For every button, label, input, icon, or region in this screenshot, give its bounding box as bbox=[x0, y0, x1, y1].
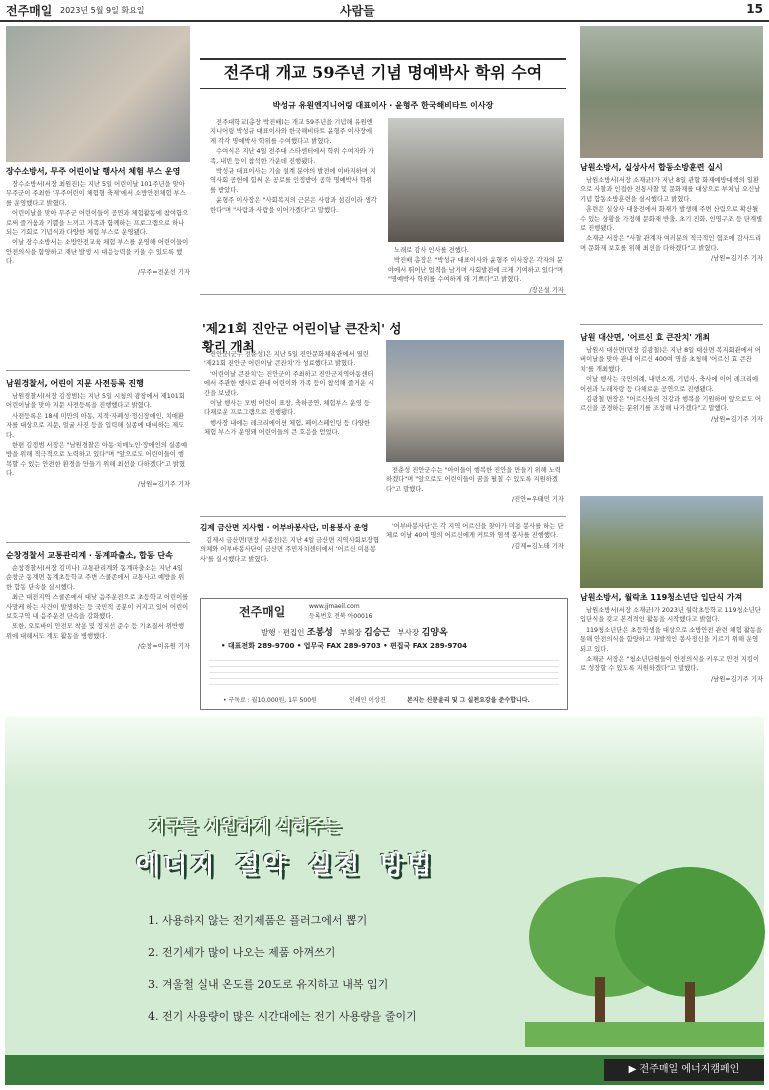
paragraph: 노래로 감사 인사를 전했다. bbox=[394, 247, 469, 254]
photo-jinan-festival bbox=[386, 340, 564, 462]
paragraph: 사전등록은 18세 미만의 아동, 지적·자폐성·정신장애인, 치매환자를 대상으로 지문, 얼굴 사진 등을 입력해 실종에 대비하는 제도다. bbox=[6, 412, 185, 439]
paragraph: '어부바봉사단'은 각 지역 어르신을 찾아가 미용 봉사를 하는 단체로 이날 40여 명의 어르신에게 커트와 염색 봉사를 진행했다. bbox=[386, 523, 564, 540]
paragraph: 남원소방서(서장 소재균)가 지난 8일 관할 화재예방대책의 일환으로 사찰과 인접한 전통사찰 및 문화재를 대상으로 부처님 오신날 기념 합동소방훈련을 실시했다고 밝혔다. bbox=[580, 177, 761, 203]
article-gimje bbox=[200, 522, 380, 592]
paragraph: 119청소년단은 초등학생을 대상으로 소방안전 관련 체험 활동을 통해 안전의식을 함양하고 자발적인 봉사정신을 기르기 위해 운영되고 있다. bbox=[580, 626, 763, 653]
paragraph: 윤형주 이사장은 "사회복지의 근본은 사랑과 섬김이라 생각한다"며 "사람과 사람을 이어가겠다"고 말했다. bbox=[210, 197, 377, 214]
photo-honorary-degree bbox=[388, 118, 564, 242]
paragraph: 한편 김정범 서장은 "남원경찰은 아동·치매노인·장애인의 실종예방을 위해 적극적으로 노력하고 있다"며 "앞으로도 어린이들이 행복할 수 있는 안전한 환경을 만들기 위해 최선을 다하겠다"고 밝혔다. bbox=[6, 442, 188, 478]
paragraph: 순창경찰서(서장 김미나) 교통관리계와 동계파출소는 지난 4일 순창군 동계면 동계초등학교 주변 스쿨존에서 교통사고 예방을 위한 합동 단속을 실시했다. bbox=[6, 565, 185, 591]
paragraph: 소재균 서장은 "청소년단원들이 안전의식을 키우고 안전 지킴이로 성장할 수 있도록 지원하겠다"고 말했다. bbox=[580, 656, 760, 673]
article-gimje-cont bbox=[386, 522, 564, 592]
paragraph: 훈련은 실상사 대웅전에서 화재가 발생해 주변 산림으로 확산될 수 있는 상황을 가정해 문화재 반출, 초기 진화, 인명구조 등 단계별로 진행됐다. bbox=[580, 206, 763, 233]
divider bbox=[6, 370, 190, 371]
byline: /장은설 기자 bbox=[529, 286, 564, 294]
paragraph: 어린이날을 맞아 무주군 어린이들이 공연과 체험활동에 참여함으로써 즐거움과 기쁨을 느끼고 가족과 함께하는 프로그램으로 하나 되는 기회로 기념식과 다양한 체험 부스로 운영됐다. bbox=[6, 210, 189, 237]
byline: /남원=김기주 기자 bbox=[711, 675, 763, 683]
photo-119-youth bbox=[580, 496, 763, 588]
headline: 전주대 개교 59주년 기념 명예박사 학위 수여 bbox=[223, 63, 543, 82]
paragraph: 장수소방서(서장 최원진)는 지난 5일 어린이날 101주년을 맞아 무주군이 주최한 '무주어린이 체험형 축제'에서 소방안전체험 부스를 운영했다고 밝혔다. bbox=[6, 181, 186, 207]
paragraph: 박진배 총장은 "박성규 대표이사와 윤형주 이사장은 각자의 분야에서 뛰어난 업적을 남기며 사회발전에 크게 기여하고 있다"며 "명예박사 학위를 수여하게 돼 기쁘다"고 밝혔다. bbox=[388, 257, 564, 284]
paragraph: 김광철 면장은 "어르신들의 건강과 행복을 기원하며 앞으로도 어르신을 공경하는 분위기를 조성해 나가겠다"고 말했다. bbox=[580, 396, 762, 413]
paragraph: 또한, 오토바이 안전모 착용 및 정지선 준수 등 기초질서 위반행위에 대해서도 계도 활동을 병행했다. bbox=[6, 623, 185, 640]
byline: /진안=우태민 기자 bbox=[512, 496, 564, 504]
masthead-staff bbox=[261, 625, 448, 638]
byline: /김제=김노태 기자 bbox=[512, 542, 564, 550]
masthead-title: 전주매일 bbox=[239, 605, 286, 619]
president-label: 부사장 bbox=[397, 628, 420, 637]
article-sunchang bbox=[6, 550, 190, 710]
paragraph: 최근 대전지역 스쿨존에서 대낮 음주운전으로 초등학교 어린이를 사망케 하는 사건이 발생하는 등 국민적 공분이 커지고 있어 어린이 보호구역 내 음주운전 단속을 강화했다. bbox=[6, 594, 189, 621]
page-number: 15 bbox=[746, 2, 763, 16]
photo-jangsu-booth bbox=[6, 26, 190, 162]
masthead-tel: • 대표전화 289-9700 • 업무국 FAX 289-9703 • 편집국 FAX 289-9704 bbox=[221, 642, 467, 650]
paragraph: 김제시 금산면(면장 서종선)은 지난 4일 금산면 지역사회보장협의체와 어부바봉사단이 금산면 주민자치센터에서 '어르신 미용봉사'를 실시했다고 밝혔다. bbox=[200, 537, 379, 563]
paragraph: 전주대학교(총장 박진배)는 개교 59주년을 기념해 유원엔지니어링 박성규 대표이사와 한국해비타트 윤형주 이사장에게 각각 명예박사 학위를 수여했다고 밝혔다. bbox=[210, 119, 373, 145]
divider bbox=[200, 294, 566, 295]
paragraph: 박성규 대표이사는 기술 설계 분야의 발전에 이바지하며 지역사회 공헌에 힘써 온 공로를 인정받아 공학 명예박사 학위를 받았다. bbox=[210, 168, 376, 194]
article-jinan bbox=[204, 350, 376, 510]
article-jeonju-univ-cont bbox=[388, 246, 564, 294]
headline: 장수소방서, 무주 어린이날 행사서 체험 부스 운영 bbox=[6, 167, 181, 176]
vp-label: 부회장 bbox=[340, 628, 362, 637]
byline: /남원=김기주 기자 bbox=[711, 415, 763, 423]
paragraph: 이날 행사는 모범 어린이 표창, 축하공연, 체험부스 운영 등 다채로운 프로그램으로 진행됐다. bbox=[204, 400, 370, 417]
banner-title-2: 에너지 절약 실천 방법 bbox=[135, 850, 435, 879]
tree-icon bbox=[525, 857, 764, 1047]
subscription: • 구독료 : 월10,000원, 1부 500원 bbox=[223, 697, 317, 704]
subheadline: 박성규 유원엔지니어링 대표이사 · 윤형주 한국해비타트 이사장 bbox=[272, 101, 494, 110]
article-namwon-police bbox=[6, 378, 190, 538]
headline: 남원 대산면, '어르신 효 큰잔치' 개최 bbox=[580, 333, 711, 342]
energy-campaign-banner bbox=[5, 717, 764, 1085]
headline: 남원소방서, 실상사서 합동소방훈련 실시 bbox=[580, 163, 723, 172]
tip-item: 1. 사용하지 않는 전기제품은 플러그에서 뽑기 bbox=[148, 914, 368, 927]
headline: 남원소방서, 월락초 119청소년단 입단식 가져 bbox=[580, 593, 743, 602]
headline: 김제 금산면 지사협 · 어부바봉사단, 미용봉사 운영 bbox=[200, 523, 369, 532]
page-header bbox=[0, 0, 769, 22]
headline: '제21회 진안군 어린이날 큰잔치' 성황리 개최 bbox=[202, 321, 402, 354]
byline: /남원=김기주 기자 bbox=[711, 255, 763, 263]
publisher-name: 조봉성 bbox=[306, 628, 333, 638]
paragraph: 이날 행사는 국민의례, 내빈소개, 기념사, 축사에 이어 레크리에이션과 노래자랑 등 다채로운 공연으로 진행됐다. bbox=[580, 376, 759, 393]
paragraph: 이날 장수소방서는 소방안전교육 체험 부스를 운영해 어린이들이 안전의식을 함양하고 재난 발생 시 대응능력을 키울 수 있도록 했다. bbox=[6, 239, 189, 266]
tip-item: 3. 겨울철 실내 온도를 20도로 유지하고 내복 입기 bbox=[148, 978, 389, 991]
article-jeonju-univ bbox=[210, 118, 378, 288]
byline: /남원=김기주 기자 bbox=[138, 480, 190, 488]
ethics-notice: 본지는 신문윤리 및 그 실천요강을 준수합니다. bbox=[407, 697, 530, 704]
paragraph: 남원경찰서(서장 김정범)는 지난 5일 시청의 광장에서 제101회 어린이날을 맞아 지문 사전등록을 진행했다고 밝혔다. bbox=[6, 393, 185, 410]
paragraph: 소재균 서장은 "사찰 관계자 여러분의 적극적인 협조에 감사드리며 문화재 보호를 위해 최선을 다하겠다"고 밝혔다. bbox=[580, 235, 762, 252]
paper-name: 전주매일 bbox=[6, 4, 53, 18]
article-119-youth bbox=[580, 592, 763, 712]
masthead-box bbox=[200, 598, 568, 710]
headline-box bbox=[200, 58, 566, 89]
president-name: 김양옥 bbox=[421, 628, 448, 638]
byline: /순창=이유원 기자 bbox=[138, 643, 190, 651]
paragraph: 진안군(군수 전춘성)은 지난 5일 진안문화체육관에서 열린 '제21회 진안군 어린이날 큰잔치'가 성료했다고 밝혔다. bbox=[204, 351, 369, 368]
tip-item: 4. 전기 사용량이 많은 시간대에는 전기 사용량을 줄이기 bbox=[148, 1010, 417, 1023]
branch-list bbox=[209, 655, 559, 689]
issue-date: 2023년 5월 9일 화요일 bbox=[60, 6, 145, 15]
headline: 남원경찰서, 어린이 지문 사전등록 진행 bbox=[6, 379, 144, 388]
tip-item: 2. 전기세가 많이 나오는 제품 아껴쓰기 bbox=[148, 946, 336, 959]
section-title: 사람들 bbox=[340, 4, 375, 18]
article-jangsu bbox=[6, 166, 190, 366]
photo-silsangsa-drill bbox=[580, 26, 763, 158]
headline: 순창경찰서 교통관리계 · 동계파출소, 합동 단속 bbox=[6, 551, 173, 560]
divider bbox=[580, 324, 763, 325]
vp-name: 김승근 bbox=[364, 628, 391, 638]
sky-band bbox=[5, 717, 764, 787]
publisher-label: 발행 · 편집인 bbox=[261, 628, 305, 637]
article-jinan-cont bbox=[386, 466, 564, 510]
paragraph: '어린이날 큰잔치'는 진안군이 주최하고 진안군지역아동센터에서 주관한 행사로 관내 어린이와 가족 등이 참석해 즐거운 시간을 보냈다. bbox=[204, 370, 375, 397]
paragraph: 전춘성 진안군수는 "아이들이 행복한 진안을 만들기 위해 노력하겠다"며 "앞으로도 어린이들이 꿈을 펼칠 수 있도록 지원하겠다"고 말했다. bbox=[386, 467, 561, 493]
divider bbox=[200, 516, 566, 517]
paragraph: 남원소방서(서장 소재균)가 2023년 월락초등학교 119청소년단 입단식을 갖고 본격적인 활동을 시작했다고 밝혔다. bbox=[580, 607, 761, 624]
banner-title-1: 지구를 시원하게 식혀주는 bbox=[148, 817, 342, 837]
paragraph: 수여식은 지난 4일 전주대 스타센터에서 학위 수여자와 가족, 내빈 등이 참석한 가운데 진행됐다. bbox=[210, 148, 374, 165]
article-silsangsa bbox=[580, 162, 763, 310]
paragraph: 행사장 내에는 레크리에이션 체험, 페이스페인팅 등 다양한 체험 부스가 운영돼 어린이들의 큰 호응을 얻었다. bbox=[204, 419, 370, 437]
byline: /무주=전운선 기자 bbox=[138, 268, 190, 276]
printer: 인쇄인 이상진 bbox=[349, 697, 386, 704]
campaign-label: ▶ 전주매일 에너지캠페인 bbox=[604, 1059, 764, 1081]
article-daesan bbox=[580, 332, 763, 482]
paragraph: 남원시 대산면(면장 김광철)은 지난 8일 대산면 복지회관에서 어버이날을 맞아 관내 어르신 400여 명을 초청해 '어르신 효 큰잔치'를 개최했다. bbox=[580, 347, 762, 373]
masthead-reg: 등록번호 전북 아00016 bbox=[309, 613, 373, 620]
divider bbox=[6, 542, 190, 543]
masthead-site: www.jjmaeil.com bbox=[309, 603, 360, 610]
